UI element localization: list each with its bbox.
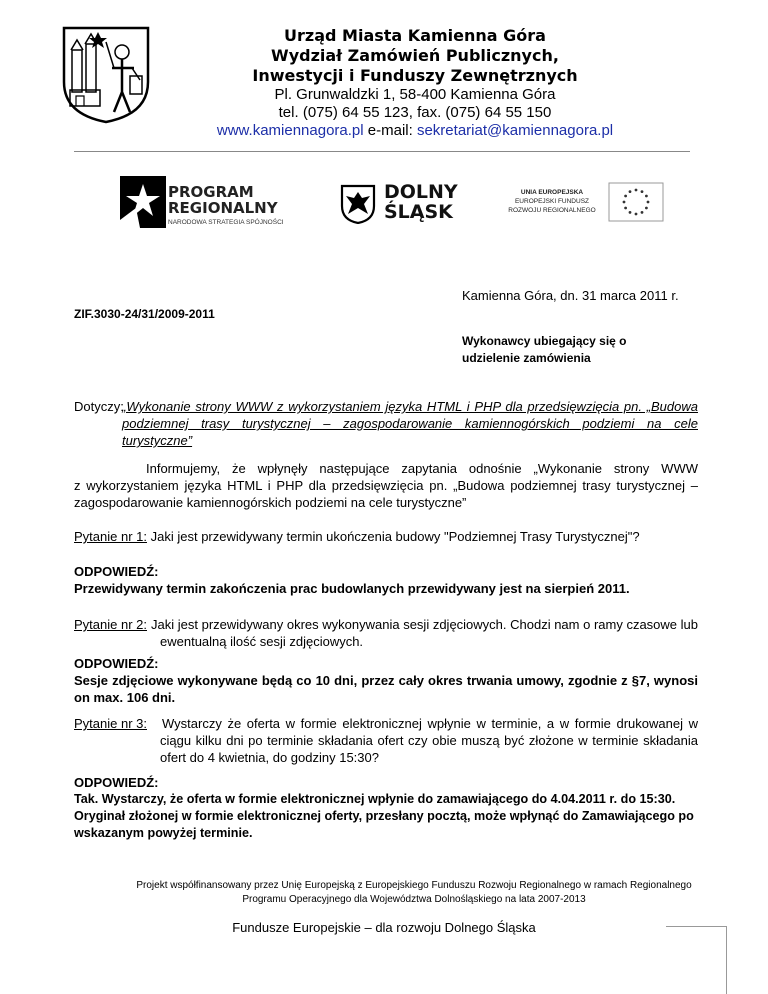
answer-3-label: ODPOWIEDŹ: [74,775,159,790]
department-name-continued: Inwestycji i Funduszy Zewnętrznych [252,66,578,85]
answer-3-line2: Oryginał złożonej w formie elektronicznej oferty, przesłany pocztą, może wpłynąć do Zamawiającego po [74,809,694,823]
intro-line2: z wykorzystaniem języka HTML i PHP dla przedsięwzięcia pn. „Budowa podziemnej trasy turystycznej – [74,478,698,493]
answer-2-line2: on max. 106 dni. [74,690,176,705]
intro-line3: zagospodarowanie kamiennogórskich podziemi na cele turystyczne” [74,495,467,510]
ue-line2: EUROPEJSKI FUNDUSZ [514,198,590,205]
answer-2-text [74,672,698,706]
answer-3-line3: wskazanym powyżej terminie. [74,826,253,840]
footer-line2: Programu Operacyjnego dla Województwa Dolnośląskiego na lata 2007-2013 [242,894,586,905]
program-regionalny-logo [108,172,308,234]
answer-2-label: ODPOWIEDŹ: [74,656,159,671]
subject-line1: „Wykonanie strony WWW z wykorzystaniem języka HTML i PHP dla przedsięwzięcia pn. „Budowa [122,399,698,414]
question-2-label: Pytanie nr 2: [74,617,147,632]
question-1 [74,528,640,545]
question-3 [74,715,698,766]
program-star-icon [118,172,168,232]
footer-line1: Projekt współfinansowany przez Unię Europejską z Europejskiego Funduszu Rozwoju Regionalnego w ramach Regionalnego [136,880,692,891]
reference-number: ZIF.3030-24/31/2009-2011 [74,307,215,321]
email-label: e-mail: [367,122,413,139]
intro-paragraph [74,460,698,511]
program-line1: PROGRAM [168,183,254,201]
question-3-line3: ofert do 4 kwietnia, do godziny 15:30? [160,750,379,765]
subject-text [122,398,698,449]
question-2 [74,616,698,650]
dolny-slask-logo [340,180,465,228]
contact-line [160,122,670,139]
question-3-line1: Wystarczy że oferta w formie elektronicznej wpłynie w terminie, a w formie drukowanej w [162,716,698,731]
website-link[interactable]: www.kamiennagora.pl [216,122,364,139]
subject-line3: turystyczne” [122,433,193,448]
email-link[interactable]: sekretariat@kamiennagora.pl [416,122,614,139]
question-2-line1: Jaki jest przewidywany okres wykonywania sesji zdjęciowych. Chodzi nam o ramy czasowe lub [151,617,698,632]
dolny-line2: ŚLĄSK [384,201,453,223]
dolny-line1: DOLNY [384,181,458,203]
institution-name: Urząd Miasta Kamienna Góra [284,26,546,45]
answer-3-text [74,791,698,842]
question-1-text: Jaki jest przewidywany termin ukończenia budowy "Podziemnej Trasy Turystycznej"? [150,529,640,544]
place-date: Kamienna Góra, dn. 31 marca 2011 r. [462,288,679,303]
answer-2-line1: Sesje zdjęciowe wykonywane będą co 10 dni, przez cały okres trwania umowy, zgodnie z §7, wynosi [74,673,698,688]
department-name: Wydział Zamówień Publicznych, [271,46,559,65]
addressee-line2: udzielenie zamówienia [462,351,591,365]
subject-label: Dotyczy: [74,399,124,414]
program-line3: NARODOWA STRATEGIA SPÓJNOŚCI [168,219,284,226]
answer-3-line1: Tak. Wystarczy, że oferta w formie elektronicznej wpłynie do zamawiającego do 4.04.2011 r. do 15:30. [74,792,676,806]
intro-line1: Informujemy, że wpłynęły następujące zapytania odnośnie „Wykonanie strony WWW [146,461,698,476]
page-corner-line [666,926,726,927]
answer-1-text: Przewidywany termin zakończenia prac budowlanych przewidywany jest na sierpień 2011. [74,581,630,596]
addressee [462,333,627,367]
eu-fund-logo [500,168,668,230]
answer-1-label: ODPOWIEDŹ: [74,564,159,579]
eagle-shield-icon [340,184,376,224]
subject-line2: podziemnej trasy turystycznej – zagospodarowanie kamiennogórskich podziemi na cele [122,416,698,431]
question-1-label: Pytanie nr 1: [74,529,147,544]
ue-line1: UNIA EUROPEJSKA [520,189,584,196]
header-divider [74,151,690,152]
page-corner-edge [726,926,727,994]
footer-slogan: Fundusze Europejskie – dla rozwoju Dolnego Śląska [232,920,536,935]
question-3-label: Pytanie nr 3: [74,716,147,731]
program-line2: REGIONALNY [168,199,278,217]
question-2-line2: ewentualną ilość sesji zdjęciowych. [160,634,364,649]
eu-flag-icon [608,182,664,222]
footer-cofinancing [74,879,754,907]
question-3-line2: ciągu kilku dni po terminie składania ofert czy obie muszą być złożone w terminie składania [160,733,698,748]
ue-line3: ROZWOJU REGIONALNEGO [508,207,596,214]
addressee-line1: Wykonawcy ubiegający się o [462,334,627,348]
city-coat-of-arms-logo [60,24,152,124]
postal-address: Pl. Grunwaldzki 1, 58-400 Kamienna Góra [274,86,556,103]
phone-fax: tel. (075) 64 55 123, fax. (075) 64 55 150 [278,104,552,121]
